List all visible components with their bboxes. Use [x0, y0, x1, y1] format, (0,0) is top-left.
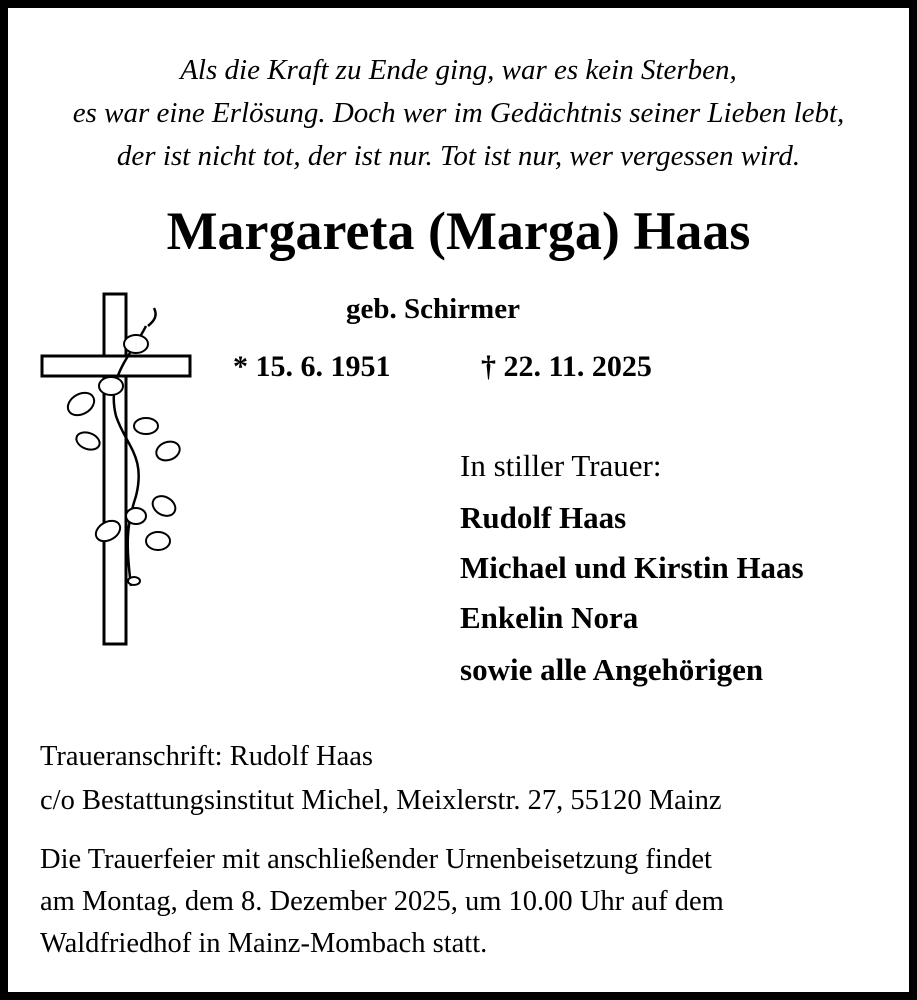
ceremony-line-2: am Montag, dem 8. Dezember 2025, um 10.00 Uhr auf dem — [40, 886, 724, 917]
quote-line-2: es war eine Erlösung. Doch wer im Gedächtnis seiner Lieben lebt, — [72, 97, 845, 129]
ceremony-line-1: Die Trauerfeier mit anschließender Urnenbeisetzung findet — [40, 844, 712, 875]
mourner-1: Rudolf Haas — [460, 500, 627, 535]
birth-name: geb. Schirmer — [346, 293, 520, 325]
death-date: † 22. 11. 2025 — [481, 350, 652, 383]
mourner-2: Michael und Kirstin Haas — [460, 550, 804, 585]
mourner-4: sowie alle Angehörigen — [460, 652, 764, 687]
ceremony-line-3: Waldfriedhof in Mainz-Mombach statt. — [40, 928, 488, 959]
mourners-heading: In stiller Trauer: — [460, 448, 662, 483]
mourner-3: Enkelin Nora — [460, 600, 639, 635]
address-line-1: Traueranschrift: Rudolf Haas — [40, 741, 373, 772]
quote-line-1: Als die Kraft zu Ende ging, war es kein Sterben, — [180, 54, 737, 86]
quote-line-3: der ist nicht tot, der ist nur. Tot ist nur, wer vergessen wird. — [116, 140, 801, 172]
address-line-2: c/o Bestattungsinstitut Michel, Meixlerstr. 27, 55120 Mainz — [40, 785, 722, 816]
birth-date: * 15. 6. 1951 — [233, 350, 391, 383]
deceased-name: Margareta (Marga) Haas — [166, 201, 751, 261]
cross-with-roses-icon — [36, 286, 206, 651]
